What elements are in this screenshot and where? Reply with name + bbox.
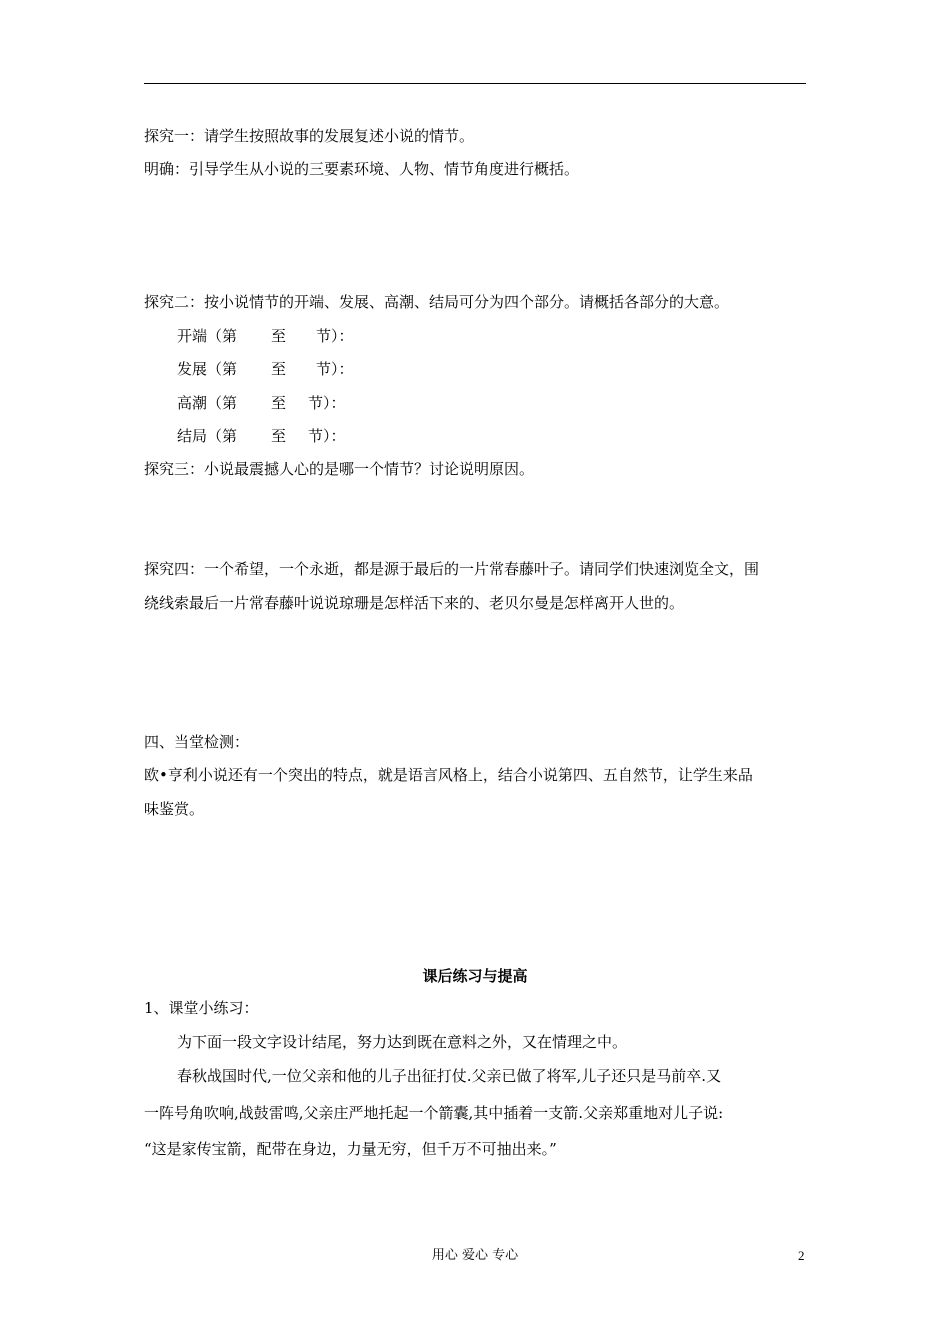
exercise-task: 为下面一段文字设计结尾，努力达到既在意料之外，又在情理之中。 — [177, 1033, 628, 1051]
section4-line2: 味鉴赏。 — [144, 800, 205, 818]
explore2-question: 探究二：按小说情节的开端、发展、高潮、结局可分为四个部分。请概括各部分的大意。 — [144, 293, 730, 311]
part-ending: 结局（第 至 节）： — [177, 427, 346, 445]
explore1-question: 探究一：请学生按照故事的发展复述小说的情节。 — [144, 127, 475, 145]
explore4-line2: 绕线索最后一片常春藤叶说说琼珊是怎样活下来的、老贝尔曼是怎样离开人世的。 — [144, 594, 685, 612]
part-climax: 高潮（第 至 节）： — [177, 394, 346, 412]
exercise-item: 1、课堂小练习： — [144, 999, 259, 1017]
explore4-line1: 探究四：一个希望，一个永逝，都是源于最后的一片常春藤叶子。请同学们快速浏览全文，围 — [144, 560, 760, 578]
part-opening: 开端（第 至 节）： — [177, 327, 354, 345]
part-development: 发展（第 至 节）： — [177, 360, 354, 378]
footer-text: 用心 爱心 专心 — [431, 1248, 519, 1263]
explore3-question: 探究三：小说最震撼人心的是哪一个情节？讨论说明原因。 — [144, 460, 535, 478]
section4-heading: 四、当堂检测： — [144, 733, 250, 751]
page-number: 2 — [798, 1248, 805, 1263]
story-line-3: “这是家传宝箭，配带在身边，力量无穷，但千万不可抽出来。” — [144, 1140, 557, 1158]
section4-line1: 欧•亨利小说还有一个突出的特点，就是语言风格上，结合小说第四、五自然节，让学生来品 — [144, 766, 753, 784]
header-rule — [144, 83, 806, 84]
story-line-1: 春秋战国时代,一位父亲和他的儿子出征打仗.父亲已做了将军,儿子还只是马前卒.又 — [177, 1067, 722, 1085]
explore1-answer: 明确：引导学生从小说的三要素环境、人物、情节角度进行概括。 — [144, 160, 580, 178]
after-class-title: 课后练习与提高 — [422, 967, 528, 985]
story-line-2: 一阵号角吹响,战鼓雷鸣,父亲庄严地托起一个箭囊,其中插着一支箭.父亲郑重地对儿子说: — [144, 1104, 724, 1122]
